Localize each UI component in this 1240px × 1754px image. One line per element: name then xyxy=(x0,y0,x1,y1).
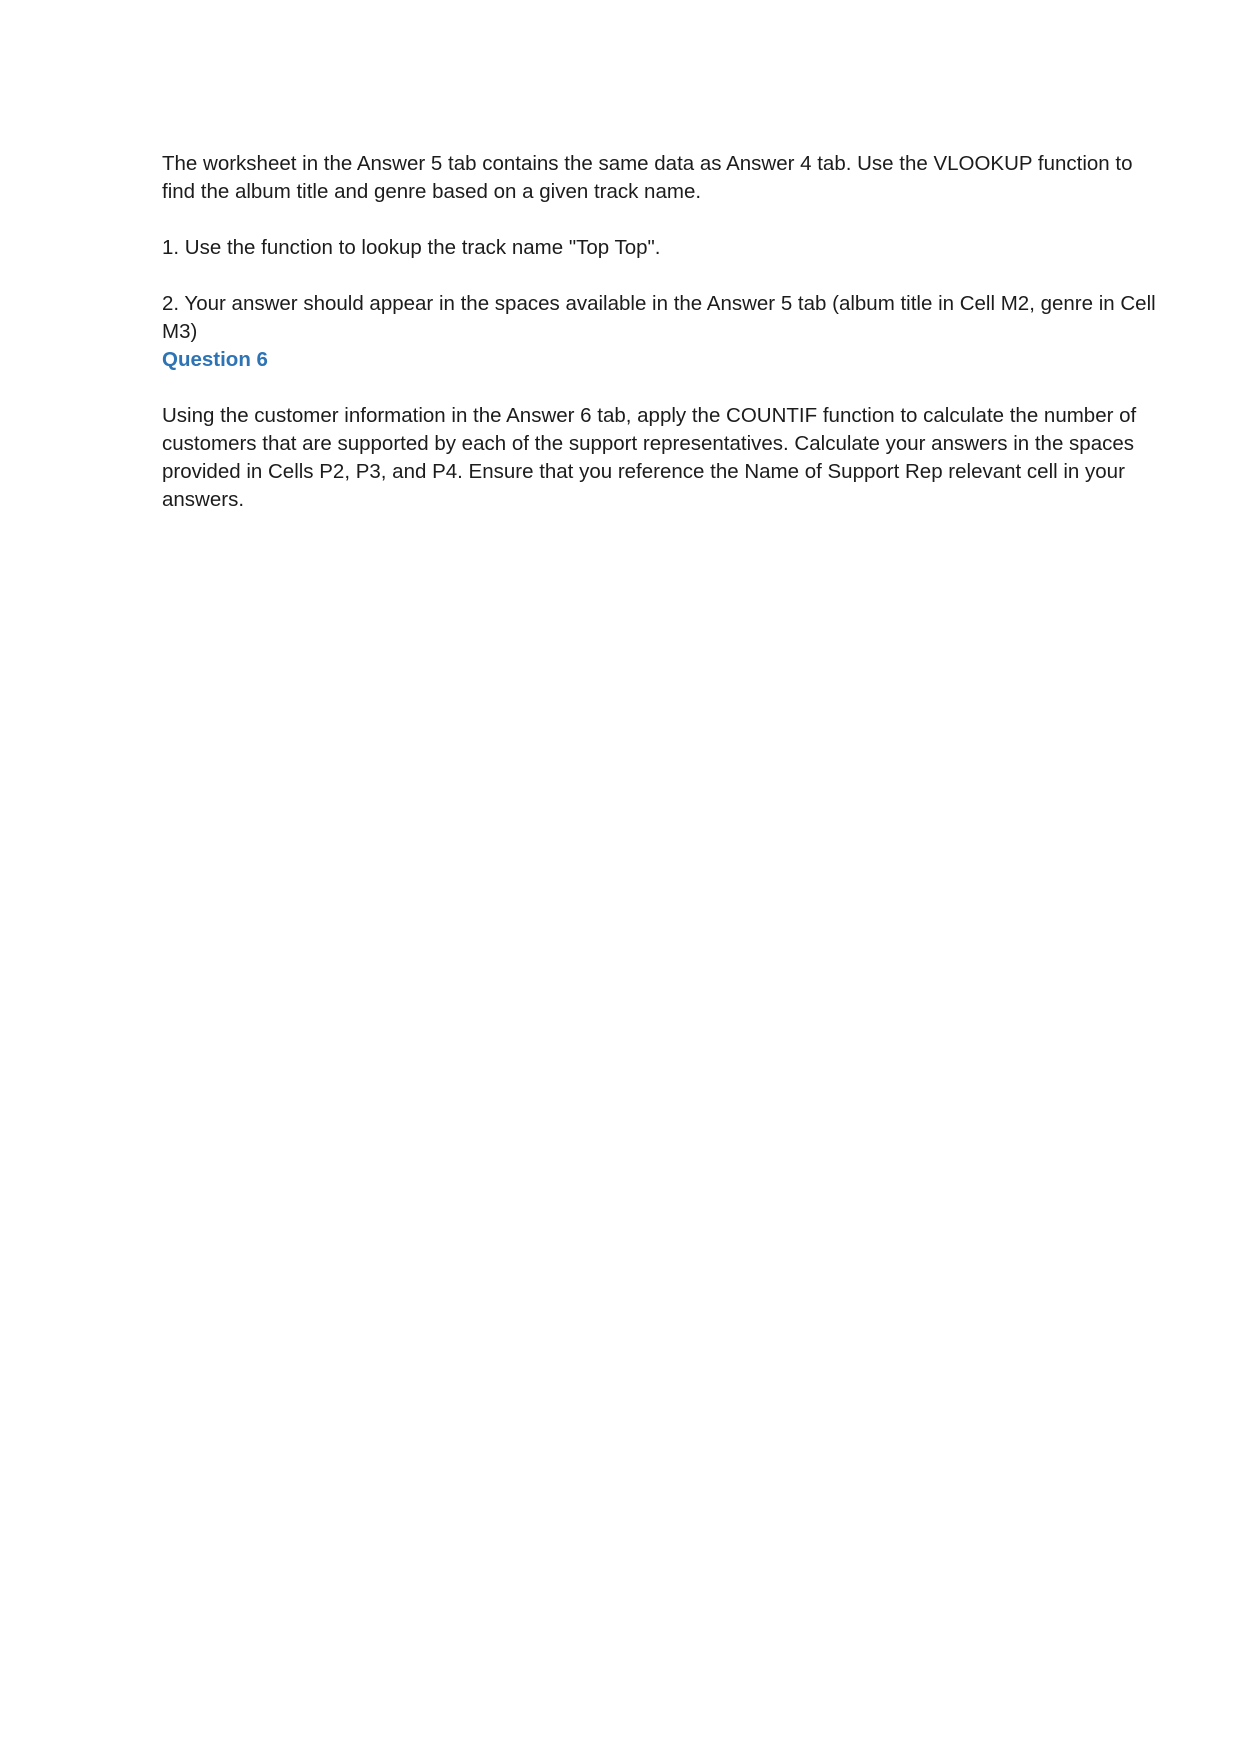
instruction-step-2: 2. Your answer should appear in the spaces available in the Answer 5 tab (album title in Cell M2, genre in Cell M3) xyxy=(162,292,1156,343)
question-6-heading: Question 6 xyxy=(162,348,268,371)
instruction-step-1: 1. Use the function to lookup the track name "Top Top". xyxy=(162,236,661,259)
intro-paragraph: The worksheet in the Answer 5 tab contains the same data as Answer 4 tab. Use the VLOOKUP function to find the album title and genre based on a given track name. xyxy=(162,152,1133,203)
document-body xyxy=(162,150,1162,514)
question-6-text: Using the customer information in the Answer 6 tab, apply the COUNTIF function to calculate the number of customers that are supported by each of the support representatives. Calculate your answers in the spaces provided in Cells P2, P3, and P4. Ensure that you reference the Name of Support Rep relevant cell in your answers. xyxy=(162,404,1137,511)
